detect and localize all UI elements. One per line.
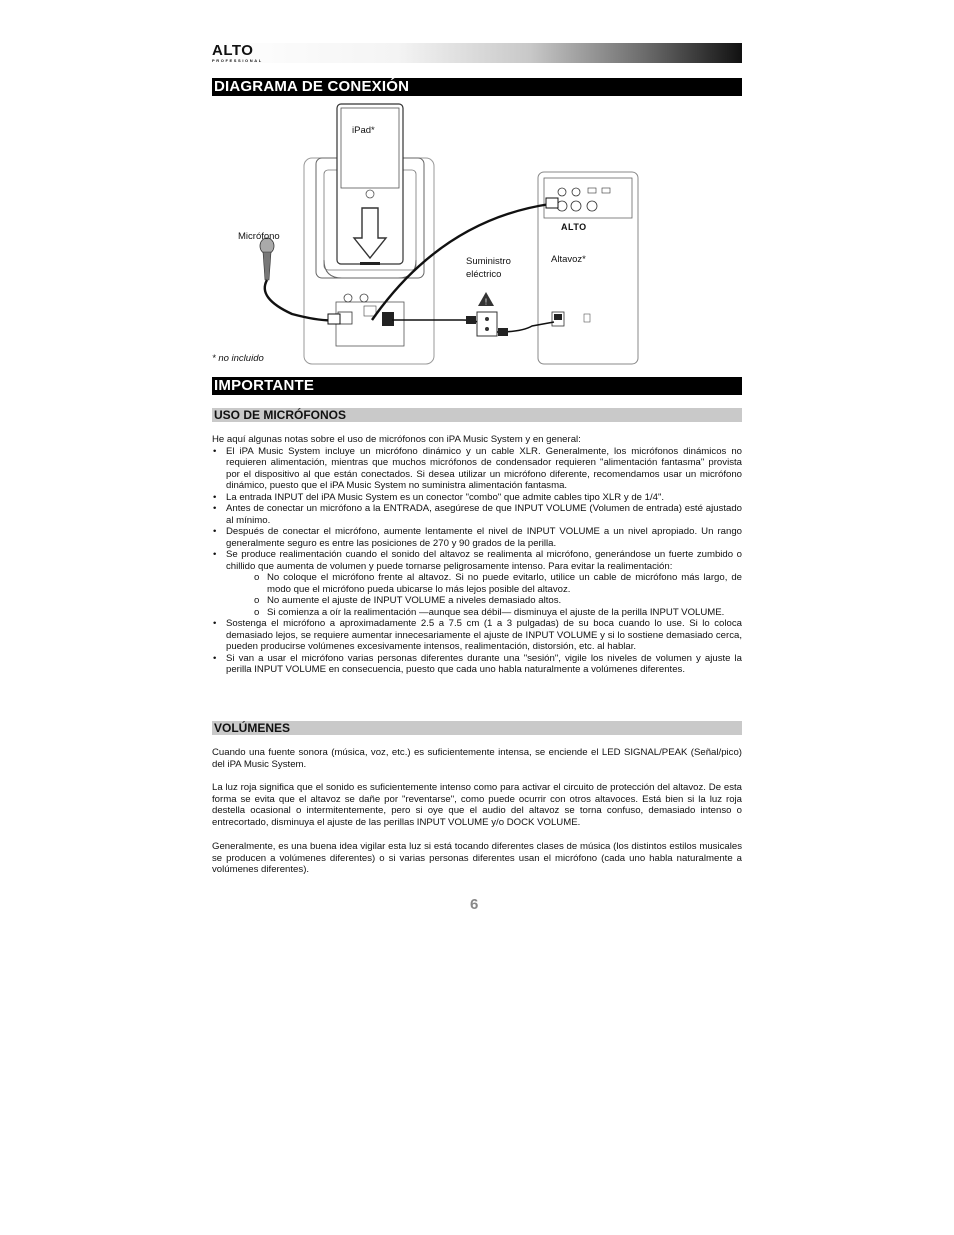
power-supply-label-2: eléctrico — [466, 269, 502, 280]
list-item: • Se produce realimentación cuando el sonido del altavoz se realimenta al micrófono, generándose un fuerte zumbido o chillido que aumenta de volumen y puede tornarse peligrosamente intenso. Para evitar la realimentación: — [212, 549, 742, 572]
mics-bullet-list — [212, 446, 742, 573]
list-item: • Antes de conectar un micrófono a la ENTRADA, asegúrese de que INPUT VOLUME (Volumen de entrada) esté ajustado al mínimo. — [212, 503, 742, 526]
list-item: • Sostenga el micrófono a aproximadamente 2.5 a 7.5 cm (1 a 3 pulgadas) de su boca cuando lo use. Si lo coloca demasiado lejos, se requiere aumentar innecesariamente el ajuste de INPUT VOLUME y si lo sostiene demasiado cerca, pueden producirse volúmenes excesivamente intensos, realimentación, distorsión, etc. al hablar. — [212, 618, 742, 653]
header-gradient-bar — [212, 43, 742, 63]
svg-text:!: ! — [484, 297, 488, 307]
sub-list-item: o No aumente el ajuste de INPUT VOLUME a niveles demasiado altos. — [212, 595, 742, 607]
sub-list-item: o No coloque el micrófono frente al altavoz. Si no puede evitarlo, utilice un cable de micrófono más largo, de modo que el micrófono pueda ubicarse lo más lejos posible del altavoz. — [212, 572, 742, 595]
sub-list-item: o Si comienza a oír la realimentación —aunque sea débil— disminuya el ajuste de la perilla INPUT VOLUME. — [212, 607, 742, 619]
power-supply-label-1: Suministro — [466, 256, 511, 267]
power-outlet — [477, 312, 497, 336]
logo-text: ALTO — [212, 41, 254, 59]
logo-subtext: PROFESSIONAL — [212, 57, 263, 63]
speaker-logo: ALTO — [561, 222, 587, 232]
subsection-title-volumes: VOLÚMENES — [212, 721, 742, 735]
microphone-icon — [260, 238, 274, 280]
ipad-label: iPad* — [352, 125, 375, 136]
subsection-title-mics: USO DE MICRÓFONOS — [212, 408, 742, 422]
speaker-label: Altavoz* — [551, 254, 586, 265]
volumes-paragraph-3: Generalmente, es una buena idea vigilar esta luz si está tocando diferentes clases de música (los distintos estilos musicales se producen a volúmenes diferentes) o si varias personas diferentes usan el micrófono (cada uno habla naturalmente a volúmenes diferentes). — [212, 841, 742, 875]
page-number: 6 — [470, 896, 479, 913]
microphone-label: Micrófono — [238, 231, 280, 242]
connection-diagram — [212, 100, 742, 370]
list-item: • La entrada INPUT del iPA Music System es un conector "combo" que admite cables tipo XLR y de 1/4". — [212, 492, 742, 504]
feedback-sub-list — [212, 572, 742, 618]
list-item: • El iPA Music System incluye un micrófono dinámico y un cable XLR. Generalmente, los micrófonos dinámicos no requieren alimentación, mientras que muchos micrófonos de condensador requieren "alimentación fantasma" provista por el dispositivo al que están conectados. Si desea utilizar un micrófono diferente, recomendamos usar un micrófono dinámico, puesto que el iPA Music System no suministra alimentación fantasma. — [212, 446, 742, 492]
mics-bullet-list-2 — [212, 618, 742, 676]
volumes-paragraph-2: La luz roja significa que el sonido es suficientemente intenso como para activar el circuito de protección del altavoz. De esta forma se evita que el altavoz se dañe por "reventarse", como puede ocurrir con otros altavoces. Está bien si la luz roja destella ocasional o intermitentemente, pero si oye que el audio del altavoz se torna confuso, demasiado intenso o entrecortado, disminuya el ajuste de las perillas INPUT VOLUME y/o DOCK VOLUME. — [212, 782, 742, 828]
list-item: • Si van a usar el micrófono varias personas diferentes durante una "sesión", vigile los niveles de volumen y ajuste la perilla INPUT VOLUME en consecuencia, puesto que cada uno habla naturalmente a volúmenes diferentes. — [212, 653, 742, 676]
diagram-footnote: * no incluido — [212, 353, 264, 364]
section-title-diagram: DIAGRAMA DE CONEXIÓN — [212, 78, 742, 96]
alto-logo — [212, 43, 263, 63]
mics-body — [212, 434, 742, 676]
volumes-paragraph-1: Cuando una fuente sonora (música, voz, etc.) es suficientemente intensa, se enciende el LED SIGNAL/PEAK (Señal/pico) del iPA Music System. — [212, 747, 742, 770]
section-title-important: IMPORTANTE — [212, 377, 742, 395]
mics-intro: He aquí algunas notas sobre el uso de micrófonos con iPA Music System y en general: — [212, 434, 581, 445]
list-item: • Después de conectar el micrófono, aumente lentamente el nivel de INPUT VOLUME a un nivel apropiado. Un rango generalmente seguro es entre las posiciones de 270 y 90 grados de la perilla. — [212, 526, 742, 549]
